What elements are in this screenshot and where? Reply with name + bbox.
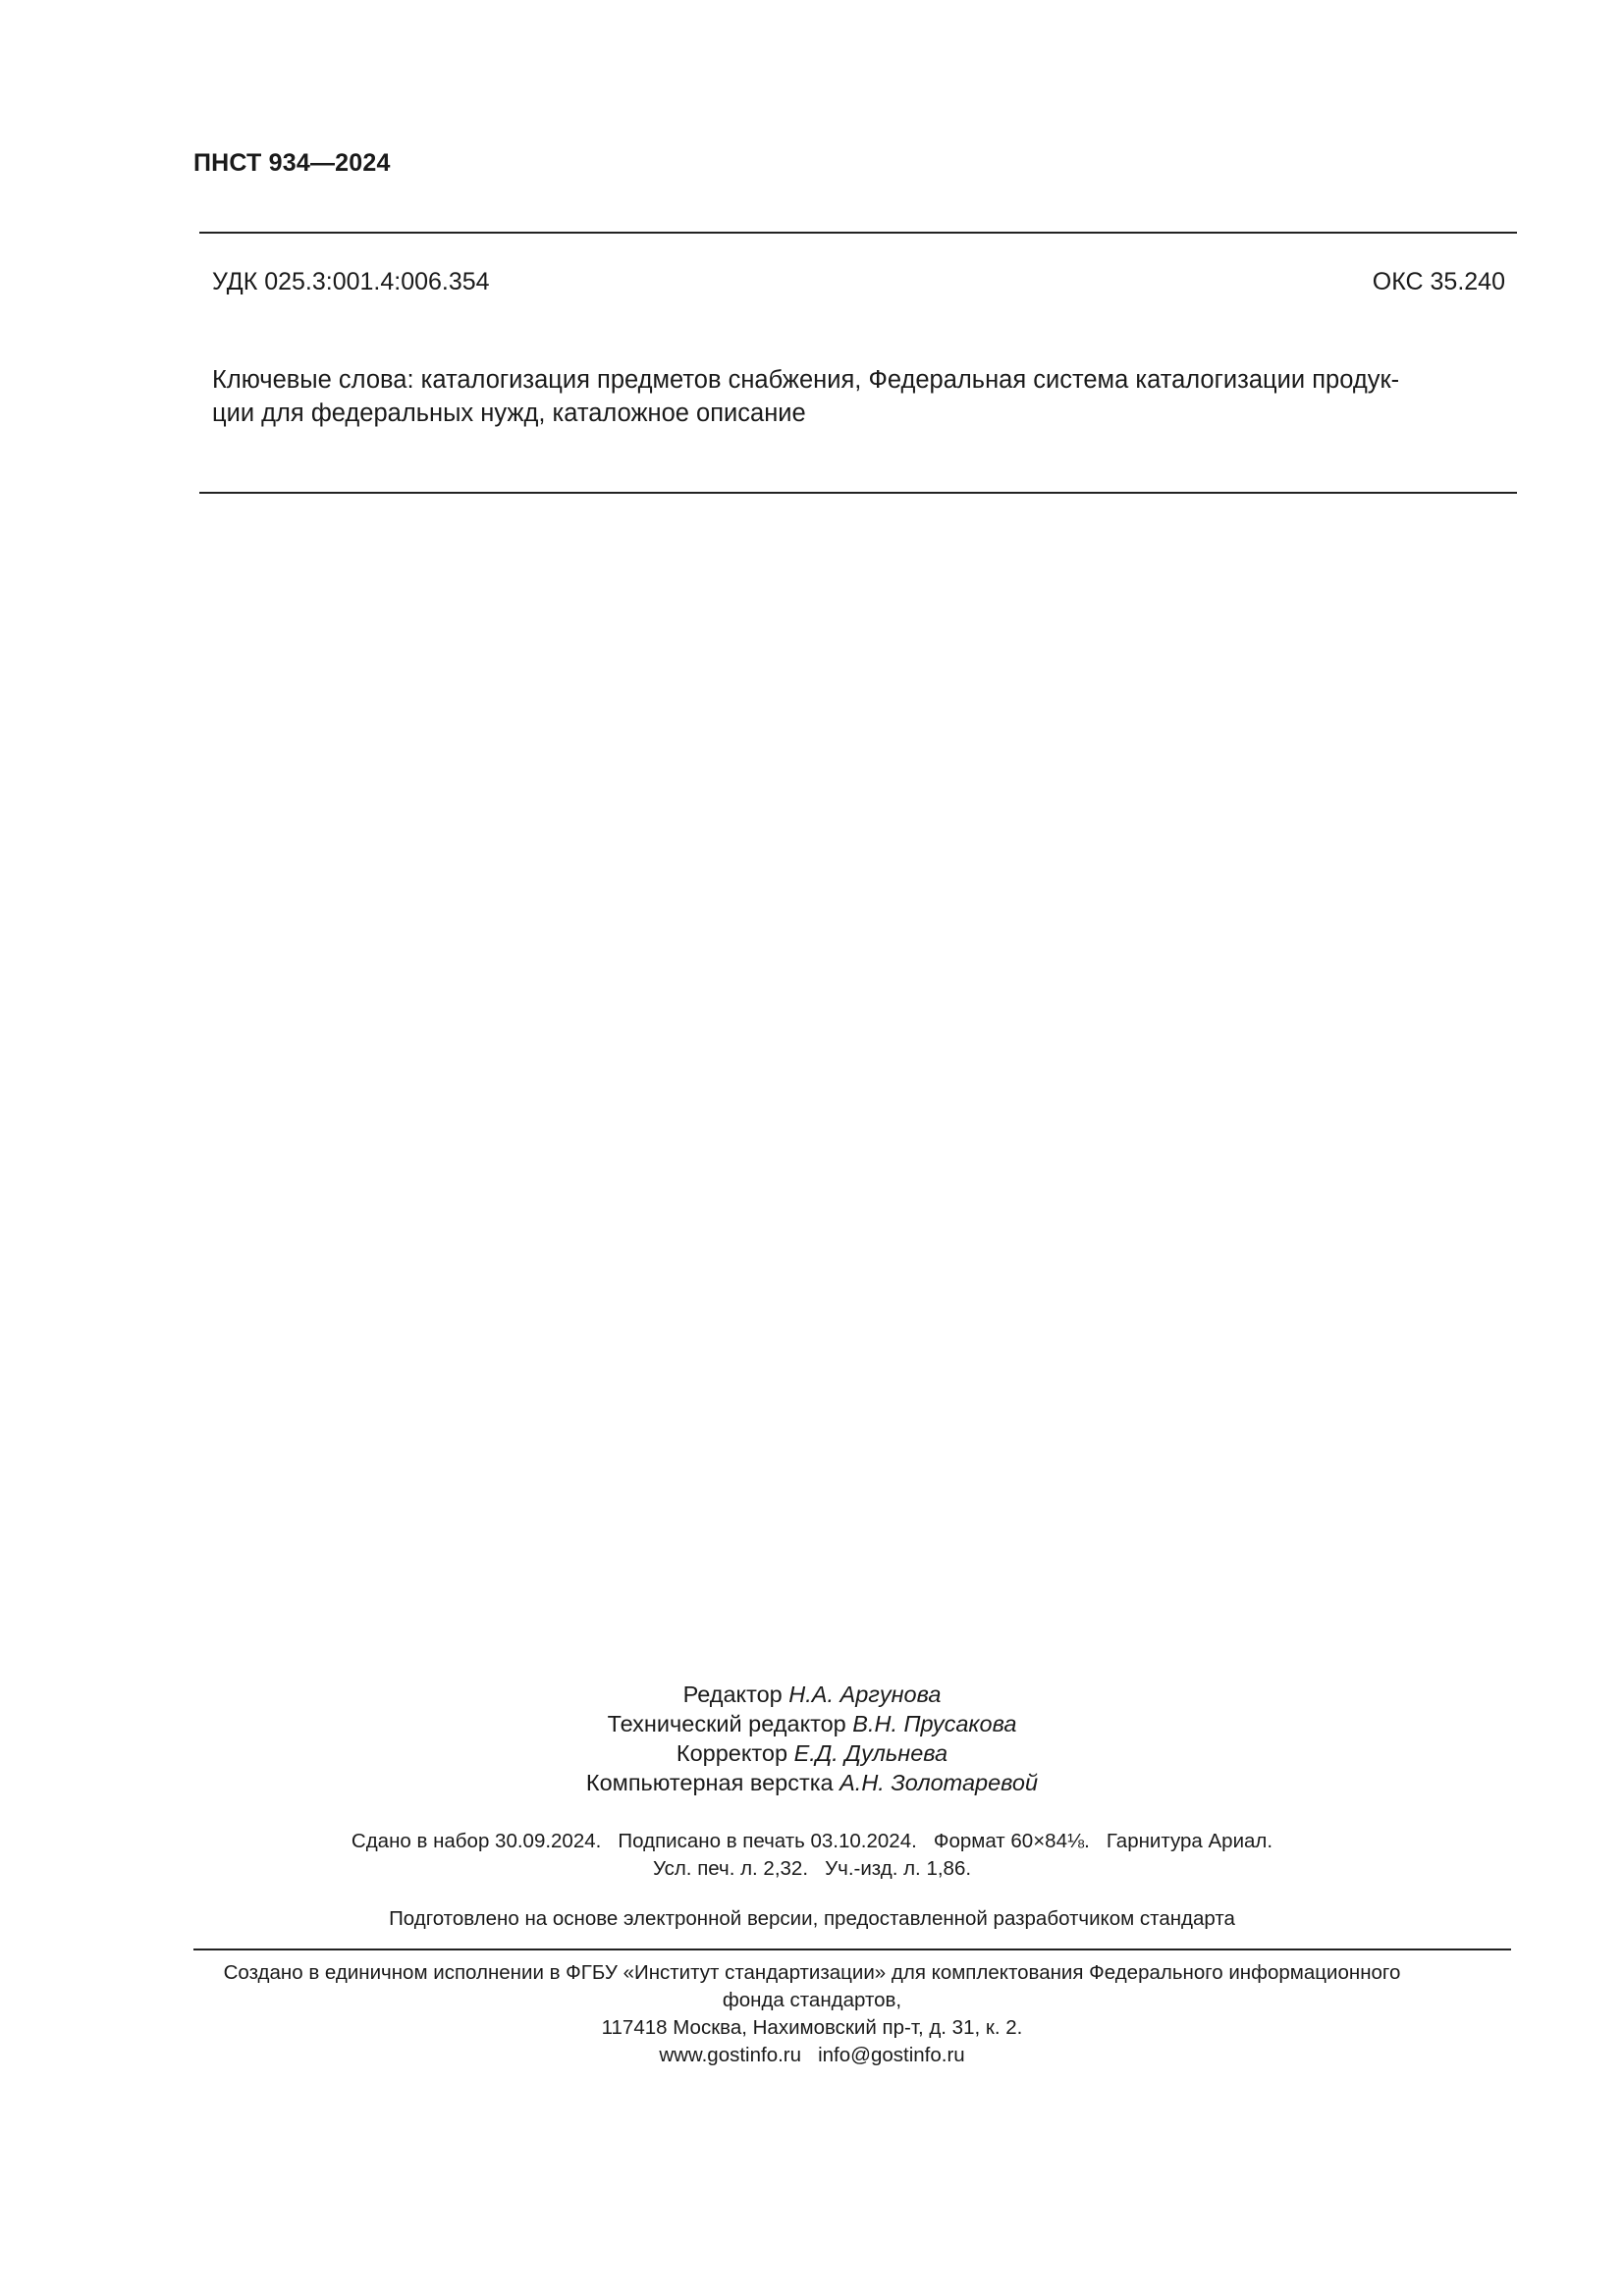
- publisher-line: Создано в единичном исполнении в ФГБУ «Институт стандартизации» для комплектования Федерального информационного: [223, 1961, 1401, 1984]
- credit-role: Корректор: [676, 1740, 794, 1766]
- credit-person: А.Н. Золотаревой: [839, 1770, 1039, 1795]
- publisher-block: [0, 1959, 1624, 2069]
- credit-role: Редактор: [682, 1682, 789, 1707]
- publisher-contacts: www.gostinfo.ru info@gostinfo.ru: [659, 2044, 965, 2066]
- credit-role: Компьютерная верстка: [585, 1770, 840, 1795]
- keywords-block: [212, 363, 1508, 430]
- credit-row: [0, 1680, 1624, 1709]
- publisher-line: фонда стандартов,: [722, 1989, 902, 2011]
- prepared-note: Подготовлено на основе электронной версии, предоставленной разработчиком стандарта: [389, 1907, 1235, 1930]
- credit-row: [0, 1768, 1624, 1797]
- bottom-divider: [199, 492, 1517, 494]
- credit-row: [0, 1738, 1624, 1768]
- credits-block: [0, 1680, 1624, 1797]
- oks-code: ОКС 35.240: [1372, 268, 1505, 295]
- document-code: ПНСТ 934—2024: [193, 149, 391, 177]
- publisher-address: 117418 Москва, Нахимовский пр-т, д. 31, к. 2.: [601, 2016, 1023, 2039]
- credit-person: Н.А. Аргунова: [788, 1682, 942, 1707]
- footer-divider: [193, 1949, 1511, 1950]
- print-info-block: [0, 1828, 1624, 1883]
- top-divider: [199, 232, 1517, 234]
- credit-person: В.Н. Прусакова: [852, 1711, 1017, 1736]
- credit-role: Технический редактор: [607, 1711, 853, 1736]
- credit-person: Е.Д. Дульнева: [793, 1740, 948, 1766]
- print-info-line: Усл. печ. л. 2,32. Уч.-изд. л. 1,86.: [652, 1857, 972, 1880]
- udk-code: УДК 025.3:001.4:006.354: [212, 268, 490, 295]
- credit-row: [0, 1709, 1624, 1738]
- print-info-line: Сдано в набор 30.09.2024. Подписано в печать 03.10.2024. Формат 60×84⅛. Гарнитура Ариал.: [351, 1830, 1273, 1852]
- keywords-line: ции для федеральных нужд, каталожное описание: [212, 400, 806, 427]
- keywords-line: Ключевые слова: каталогизация предметов снабжения, Федеральная система каталогизации продук-: [212, 366, 1400, 394]
